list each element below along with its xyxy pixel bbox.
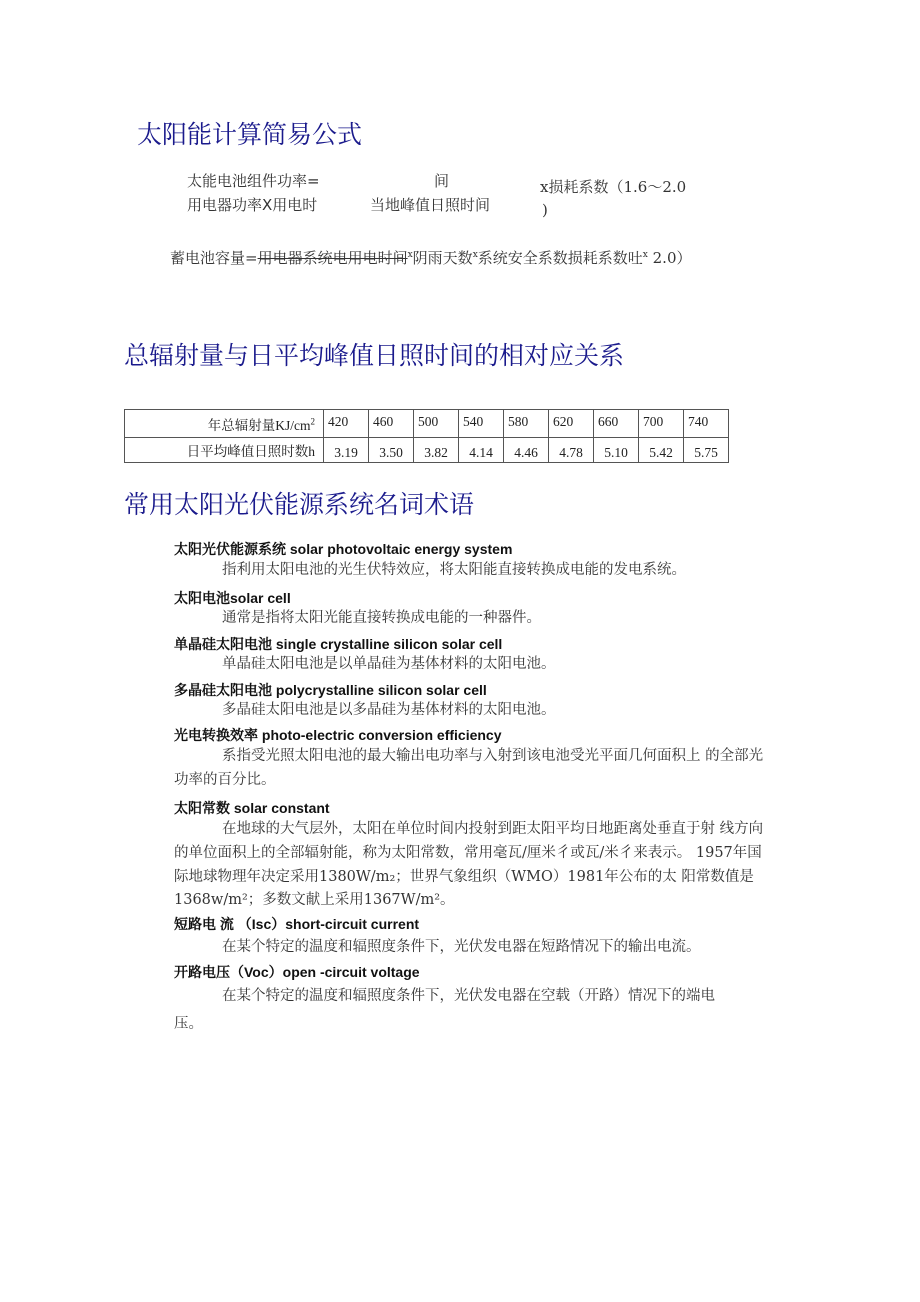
glossary-term: 太阳电池solar cell	[174, 590, 291, 606]
glossary-term: 太阳常数 solar constant	[174, 800, 330, 816]
glossary-definition: 指利用太阳电池的光生伏特效应，将太阳能直接转换成电能的发电系统。	[222, 562, 686, 578]
table-cell: 3.19	[324, 438, 369, 463]
formula1-mid: 间	[434, 172, 450, 190]
table-cell: 3.82	[414, 438, 459, 463]
formula2-multiply-1: x	[407, 250, 413, 260]
table-cell: 5.42	[639, 438, 684, 463]
table-cell: 580	[504, 410, 549, 438]
formula2-safety-factor: 系统安全系数损耗系数吐	[477, 249, 643, 267]
glossary-definition: 多晶硅太阳电池是以多晶硅为基体材料的太阳电池。	[222, 702, 556, 718]
table-cell: 620	[549, 410, 594, 438]
glossary-definition: 功率的百分比。	[174, 772, 276, 788]
glossary-definition: 系指受光照太阳电池的最大输出电功率与入射到该电池受光平面几何面积上 的全部光	[222, 748, 764, 764]
table-cell: 3.50	[369, 438, 414, 463]
formula1-loss-factor: x损耗系数（1.6〜2.0	[540, 178, 687, 196]
glossary-definition: 压。	[174, 1016, 203, 1032]
table-cell: 5.75	[684, 438, 729, 463]
table-cell: 4.78	[549, 438, 594, 463]
table-row-label: 年总辐射量$KJ/cm^2$	[125, 410, 324, 438]
glossary-term: 光电转换效率 photo-electric conversion efficiency	[174, 727, 502, 743]
formula1-bottom-right: 当地峰值日照时间	[370, 196, 491, 214]
table-row	[125, 438, 729, 463]
glossary-definition: 1368w/m²；多数文献上采用1367W/m²。	[174, 892, 455, 908]
glossary-term: 短路电 流 （Isc）short-circuit current	[174, 916, 420, 932]
glossary-term: 单晶硅太阳电池 single crystalline silicon solar cell	[174, 636, 503, 652]
formula1-bottom-left: 用电器功率X用电时	[187, 196, 318, 214]
glossary-definition: 的单位面积上的全部辐射能，称为太阳常数，常用毫瓦/厘米彳或瓦/米彳来表示。 1957年国	[174, 845, 762, 861]
radiation-table	[124, 409, 729, 463]
table-cell: 420	[324, 410, 369, 438]
glossary-definition: 在某个特定的温度和辐照度条件下，光伏发电器在短路情况下的输出电流。	[222, 939, 701, 955]
formula2-multiply-2: x	[472, 250, 478, 260]
formula2-end: 2.0）	[647, 249, 692, 267]
table-cell: 500	[414, 410, 459, 438]
table-row-label: 日平均峰值日照时数h	[125, 438, 324, 463]
glossary-definition: 际地球物理年决定采用1380W/m₂；世界气象组织（WMO）1981年公布的太 阳常数值是	[174, 869, 754, 885]
table-row	[125, 410, 729, 438]
formula2-rain-days: 阴雨天数	[412, 249, 473, 267]
table-cell: 540	[459, 410, 504, 438]
formula2-struck-text: 用电器系统电用电时间	[257, 249, 408, 267]
table-cell: 660	[594, 410, 639, 438]
formula1-close-paren: )	[542, 201, 548, 219]
formula2	[170, 247, 691, 268]
section-title-formulas: 太阳能计算简易公式	[137, 120, 363, 149]
glossary-term: 太阳光伏能源系统 solar photovoltaic energy system	[174, 541, 513, 557]
glossary-term: 多晶硅太阳电池 polycrystalline silicon solar cell	[174, 682, 487, 698]
glossary-definition: 在某个特定的温度和辐照度条件下，光伏发电器在空载（开路）情况下的端电	[222, 988, 715, 1004]
table-cell: 740	[684, 410, 729, 438]
table-cell: 4.14	[459, 438, 504, 463]
formula2-multiply-3: x	[642, 250, 648, 260]
formula2-prefix: 蓄电池容量=	[170, 249, 258, 267]
glossary-term: 开路电压（Voc）open -circuit voltage	[174, 964, 420, 980]
table-cell: 460	[369, 410, 414, 438]
table-cell: 4.46	[504, 438, 549, 463]
table-cell: 700	[639, 410, 684, 438]
glossary-definition: 通常是指将太阳光能直接转换成电能的一种器件。	[222, 610, 541, 626]
glossary-definition: 在地球的大气层外，太阳在单位时间内投射到距太阳平均日地距离处垂直于射 线方向	[222, 821, 764, 837]
glossary-definition: 单晶硅太阳电池是以单晶硅为基体材料的太阳电池。	[222, 656, 556, 672]
table-cell: 5.10	[594, 438, 639, 463]
section-title-radiation: 总辐射量与日平均峰值日照时间的相对应关系	[124, 341, 625, 370]
section-title-glossary: 常用太阳光伏能源系统名词术语	[124, 490, 475, 519]
formula1-top: 太能电池组件功率=	[187, 172, 320, 190]
